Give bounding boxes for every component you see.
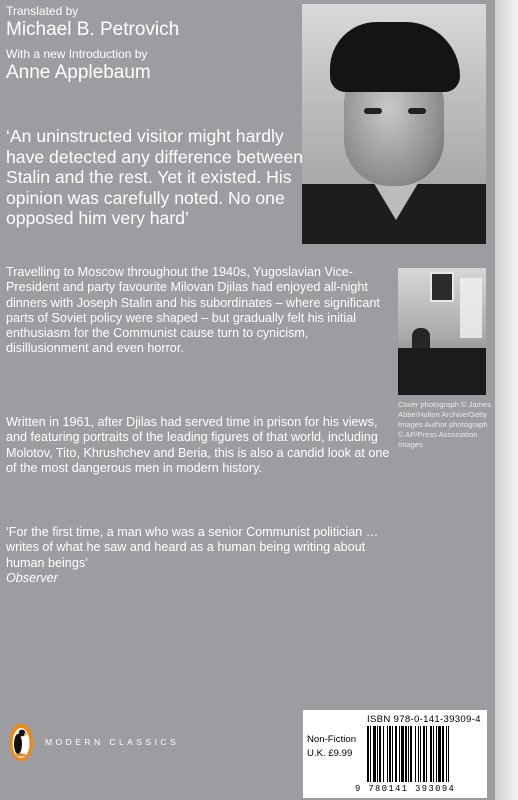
photo-credit: Cover photograph © James Abbe/Hulton Archive/Getty Images Author photograph © AP/Press Association Images	[398, 400, 491, 449]
review-source: Observer	[6, 570, 58, 585]
introduction-author-name: Anne Applebaum	[6, 62, 151, 83]
price-label: U.K. £9.99	[307, 748, 353, 759]
translator-name: Michael B. Petrovich	[6, 19, 180, 40]
barcode-panel	[303, 710, 487, 798]
introduction-label: With a new Introduction by	[6, 47, 148, 61]
barcode-digits: 9 780141 393094	[355, 784, 456, 794]
isbn-label: ISBN 978-0-141-39309-4	[367, 714, 481, 725]
blurb-paragraph-1: Travelling to Moscow throughout the 1940s, Yugoslavian Vice-President and party favourite Milovan Djilas had enjoyed all-night dinners with Joseph Stalin and his subordinates – where significant parts of Soviet policy were shaped – but gradually felt his initial enthusiasm for the Communist cause turn to cynicism, disillusionment and even horror.	[6, 265, 380, 356]
pull-quote: ‘An uninstructed visitor might hardly have detected any difference between Stalin and the rest. Yet it existed. His opinion was carefully noted. No one opposed him very hard’	[6, 126, 304, 229]
credits-block	[6, 4, 296, 84]
penguin-logo-icon	[8, 722, 34, 762]
genre-label: Non-Fiction	[307, 734, 357, 745]
author-photograph	[302, 4, 486, 244]
review-text: ‘For the first time, a man who was a senior Communist politician … writes of what he saw and heard as a human being writing about human beings’	[6, 525, 379, 570]
barcode-icon	[367, 726, 483, 782]
series-name: MODERN CLASSICS	[45, 737, 180, 747]
blurb-paragraph-2: Written in 1961, after Djilas had served time in prison for his views, and featuring portraits of the leading figures of that world, including Molotov, Tito, Khrushchev and Beria, this is also a candid look at one of the most dangerous men in modern history.	[6, 415, 390, 475]
review-quote	[6, 525, 394, 586]
page-edge	[495, 0, 518, 800]
translator-label: Translated by	[6, 4, 79, 18]
cover-photograph-thumbnail	[398, 268, 486, 395]
